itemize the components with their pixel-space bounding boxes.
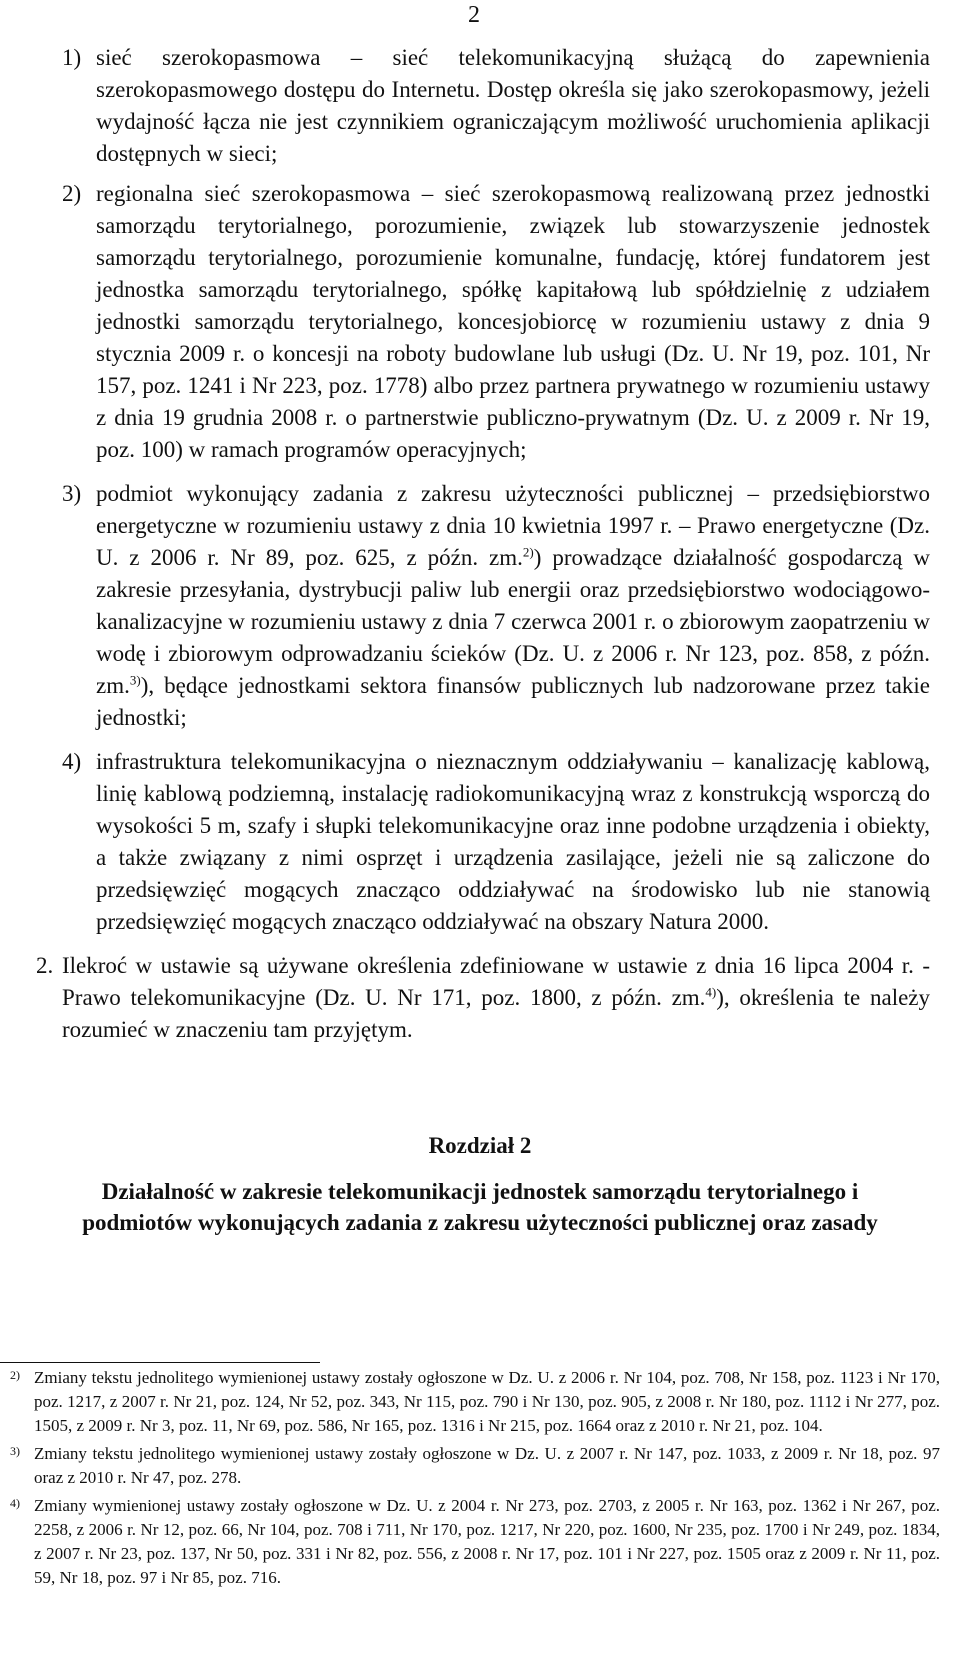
item-number: 3) <box>62 481 82 506</box>
footnote-text: Zmiany tekstu jednolitego wymienionej ustawy zostały ogłoszone w Dz. U. z 2007 r. Nr 147, poz. 1033, z 2009 r. Nr 18, poz. 97 oraz z 2010 r. Nr 47, poz. 278. <box>34 1444 940 1487</box>
list-item <box>62 178 930 466</box>
footnote-text: Zmiany wymienionej ustawy zostały ogłoszone w Dz. U. z 2004 r. Nr 273, poz. 2703, z 2005 r. Nr 163, poz. 1362 i Nr 267, poz. 2258, z 2006 r. Nr 12, poz. 66, Nr 104, poz. 708 i 711, Nr 170, poz. 1217, Nr 220, poz. 1600, Nr 235, poz. 1700 i Nr 249, poz. 1834, z 2007 r. Nr 23, poz. 137, Nr 50, poz. 331 i Nr 82, poz. 556, z 2008 r. Nr 17, poz. 101 i Nr 227, poz. 1505 oraz z 2009 r. Nr 11, poz. 59, Nr 18, poz. 97 i Nr 85, poz. 716. <box>34 1496 940 1587</box>
item-text: podmiot wykonujący zadania z zakresu użyteczności publicznej – przedsiębiorstwo energetyczne w rozumieniu ustawy z dnia 10 kwietnia 1997 r. – Prawo energetyczne (Dz. U. z 2006 r. Nr 89, poz. 625, z późn. zm.$^{2)}$) prowadzące działalność gospodarczą w zakresie przesyłania, dystrybucji paliw lub energii oraz przedsiębiorstwo wodociągowo-kanalizacyjne w rozumieniu ustawy z dnia 7 czerwca 2001 r. o zbiorowym zaopatrzeniu w wodę i zbiorowym odprowadzaniu ścieków (Dz. U. z 2006 r. Nr 123, poz. 858, z późn. zm.$^{3)}$), będące jednostkami sektora finansów publicznych lub nadzorowane przez takie jednostki; <box>96 481 931 730</box>
definitions-list <box>36 42 931 1046</box>
footnote <box>10 1366 940 1438</box>
paragraph-number: 2. <box>36 953 54 978</box>
footnote-ref: 3) <box>129 672 141 688</box>
item-number: 1) <box>62 45 82 70</box>
footnote <box>10 1442 940 1490</box>
footnote-text: Zmiany tekstu jednolitego wymienionej ustawy zostały ogłoszone w Dz. U. z 2006 r. Nr 104, poz. 708, Nr 158, poz. 1123 i Nr 170, poz. 1217, z 2007 r. Nr 21, poz. 124, Nr 52, poz. 343, Nr 115, poz. 790 i Nr 130, poz. 905, z 2008 r. Nr 180, poz. 1112 i Nr 277, poz. 1505, z 2009 r. Nr 3, poz. 11, Nr 69, poz. 586, Nr 165, poz. 1316 i Nr 215, poz. 1664 oraz z 2010 r. Nr 21, poz. 104. <box>34 1368 940 1435</box>
footnote-mark: 4) <box>10 1496 20 1510</box>
list-item <box>62 478 930 734</box>
list-item <box>62 746 930 938</box>
footnote-mark: 3) <box>10 1444 20 1458</box>
list-item <box>62 42 930 170</box>
item-text: regionalna sieć szerokopasmowa – sieć szerokopasmową realizowaną przez jednostki samorządu terytorialnego, porozumienie, związek lub stowarzyszenie jednostek samorządu terytorialnego, porozumienie komunalne, fundację, której fundatorem jest jednostka samorządu terytorialnego, spółkę kapitałową lub spółdzielnię z udziałem jednostki samorządu terytorialnego, koncesjobiorcę w rozumieniu ustawy z dnia 9 stycznia 2009 r. o koncesji na roboty budowlane lub usługi (Dz. U. Nr 19, poz. 101, Nr 157, poz. 1241 i Nr 223, poz. 1778) albo przez partnera prywatnego w rozumieniu ustawy z dnia 19 grudnia 2008 r. o partnerstwie publiczno-prywatnym (Dz. U. z 2009 r. Nr 19, poz. 100) w ramach programów operacyjnych; <box>96 181 930 462</box>
item-text: infrastruktura telekomunikacyjna o nieznacznym oddziaływaniu – kanalizację kablową, linię kablową podziemną, instalację radiokomunikacyjną wraz z konstrukcją wsporczą do wysokości 5 m, szafy i słupki telekomunikacyjne oraz inne podobne urządzenia i obiekty, a także związany z nimi osprzęt i urządzenia zasilające, jeżeli nie są zaliczone do przedsięwzięć mogących znacząco oddziaływać na środowisko lub nie stanowią przedsięwzięć mogących znacząco oddziaływać na obszary Natura 2000. <box>96 749 930 934</box>
footnote-divider <box>0 1362 320 1363</box>
chapter-title-line: Działalność w zakresie telekomunikacji jednostek samorządu terytorialnego i <box>101 1179 859 1204</box>
footnotes <box>10 1366 940 1590</box>
item-number: 4) <box>62 749 82 774</box>
footnote-ref: 2) <box>522 544 534 560</box>
paragraph-text: Ilekroć w ustawie są używane określenia zdefiniowane w ustawie z dnia 16 lipca 2004 r. - Prawo telekomunikacyjne (Dz. U. Nr 171, poz. 1800, z późn. zm.$^{4)}$), określenia te należy rozumieć w znaczeniu tam przyjętym. <box>62 953 931 1042</box>
footnote-mark: 2) <box>10 1368 20 1382</box>
chapter-label: Rozdział 2 <box>428 1133 532 1158</box>
page-number: 2 <box>468 2 480 28</box>
footnote <box>10 1494 940 1590</box>
footnote-ref: 4) <box>705 984 717 1000</box>
item-number: 2) <box>62 181 82 206</box>
paragraph-2 <box>36 950 930 1046</box>
chapter-title <box>0 1176 960 1238</box>
item-text: sieć szerokopasmowa – sieć telekomunikacyjną służącą do zapewnienia szerokopasmowego dostępu do Internetu. Dostęp określa się jako szerokopasmowy, jeżeli wydajność łącza nie jest czynnikiem ograniczającym możliwość uruchomienia aplikacji dostępnych w sieci; <box>96 45 930 166</box>
chapter-title-line: podmiotów wykonujących zadania z zakresu użyteczności publicznej oraz zasady <box>82 1210 878 1235</box>
